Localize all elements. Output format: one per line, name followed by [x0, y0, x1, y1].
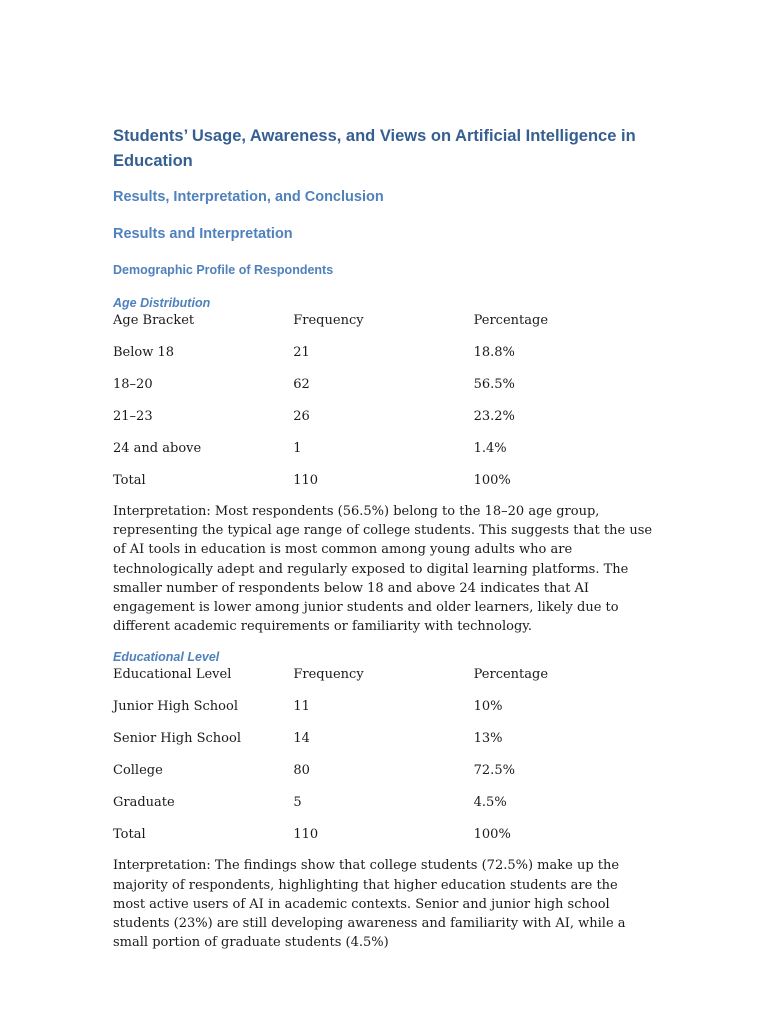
column-header: Frequency [293, 313, 364, 328]
table-row [113, 762, 653, 794]
table-cell: 1.4% [473, 441, 507, 456]
column-header: Percentage [473, 313, 549, 328]
age-distribution-heading: Age Distribution [113, 296, 211, 310]
table-cell: Total [113, 473, 146, 488]
table-row [113, 730, 653, 762]
table-row [113, 376, 653, 408]
table-cell: 26 [293, 409, 310, 424]
table-total-row [113, 472, 653, 502]
table-cell: 10% [473, 699, 503, 715]
educational-level-heading: Educational Level [113, 650, 220, 665]
column-header: Percentage [473, 667, 549, 683]
table-cell: 72.5% [473, 763, 515, 779]
subsection-heading: Results and Interpretation [113, 226, 293, 242]
column-header: Educational Level [113, 667, 232, 683]
table-row [113, 408, 653, 440]
document-title: Students’ Usage, Awareness, and Views on Artificial Intelligence in Education [113, 127, 636, 170]
table-cell: Below 18 [113, 345, 175, 360]
age-distribution-table [113, 312, 653, 502]
table-cell: 13% [473, 731, 503, 747]
table-cell: Total [113, 827, 146, 843]
table-cell: 110 [293, 473, 319, 488]
table-cell: 5 [293, 795, 302, 811]
table-cell: 100% [473, 473, 511, 488]
table-total-row [113, 826, 653, 856]
table-cell: 56.5% [473, 377, 515, 392]
age-interpretation-paragraph: Interpretation: Most respondents (56.5%) belong to the 18–20 age group, representing the typical age range of college students. This suggests that the use of AI tools in education is most common among young adults who are technologically adept and regularly exposed to digital learning platforms. The smaller number of respondents below 18 and above 24 indicates that AI engagement is lower among junior students and older learners, likely due to different academic requirements or familiarity with technology. [113, 504, 653, 635]
table-cell: 18.8% [473, 345, 515, 360]
subsubsection-heading: Demographic Profile of Respondents [113, 263, 334, 277]
table-cell: 62 [293, 377, 310, 392]
table-header-row [113, 312, 653, 344]
table-cell: 110 [293, 827, 319, 843]
document-content [113, 124, 653, 952]
table-cell: 21 [293, 345, 310, 360]
section-heading: Results, Interpretation, and Conclusion [113, 189, 384, 205]
educational-level-table [113, 666, 653, 856]
table-cell: 100% [473, 827, 511, 843]
table-cell: 18–20 [113, 377, 153, 392]
table-cell: 1 [293, 441, 302, 456]
table-cell: 24 and above [113, 441, 202, 456]
table-cell: 4.5% [473, 795, 507, 811]
table-row [113, 794, 653, 826]
table-cell: 11 [293, 699, 310, 715]
table-cell: Junior High School [113, 699, 238, 715]
table-cell: 21–23 [113, 409, 153, 424]
table-header-row [113, 666, 653, 698]
table-cell: 23.2% [473, 409, 515, 424]
table-row [113, 698, 653, 730]
table-cell: 80 [293, 763, 310, 779]
table-cell: College [113, 763, 163, 779]
column-header: Age Bracket [113, 313, 195, 328]
table-row [113, 344, 653, 376]
table-cell: 14 [293, 731, 310, 747]
table-cell: Graduate [113, 795, 175, 811]
table-cell: Senior High School [113, 731, 241, 747]
education-interpretation-paragraph: Interpretation: The findings show that college students (72.5%) make up the majority of respondents, highlighting that higher education students are the most active users of AI in academic contexts. Senior and junior high school students (23%) are still developing awareness and familiarity with AI, while a small portion of graduate students (4.5%) [113, 858, 626, 951]
table-row [113, 440, 653, 472]
column-header: Frequency [293, 667, 364, 683]
